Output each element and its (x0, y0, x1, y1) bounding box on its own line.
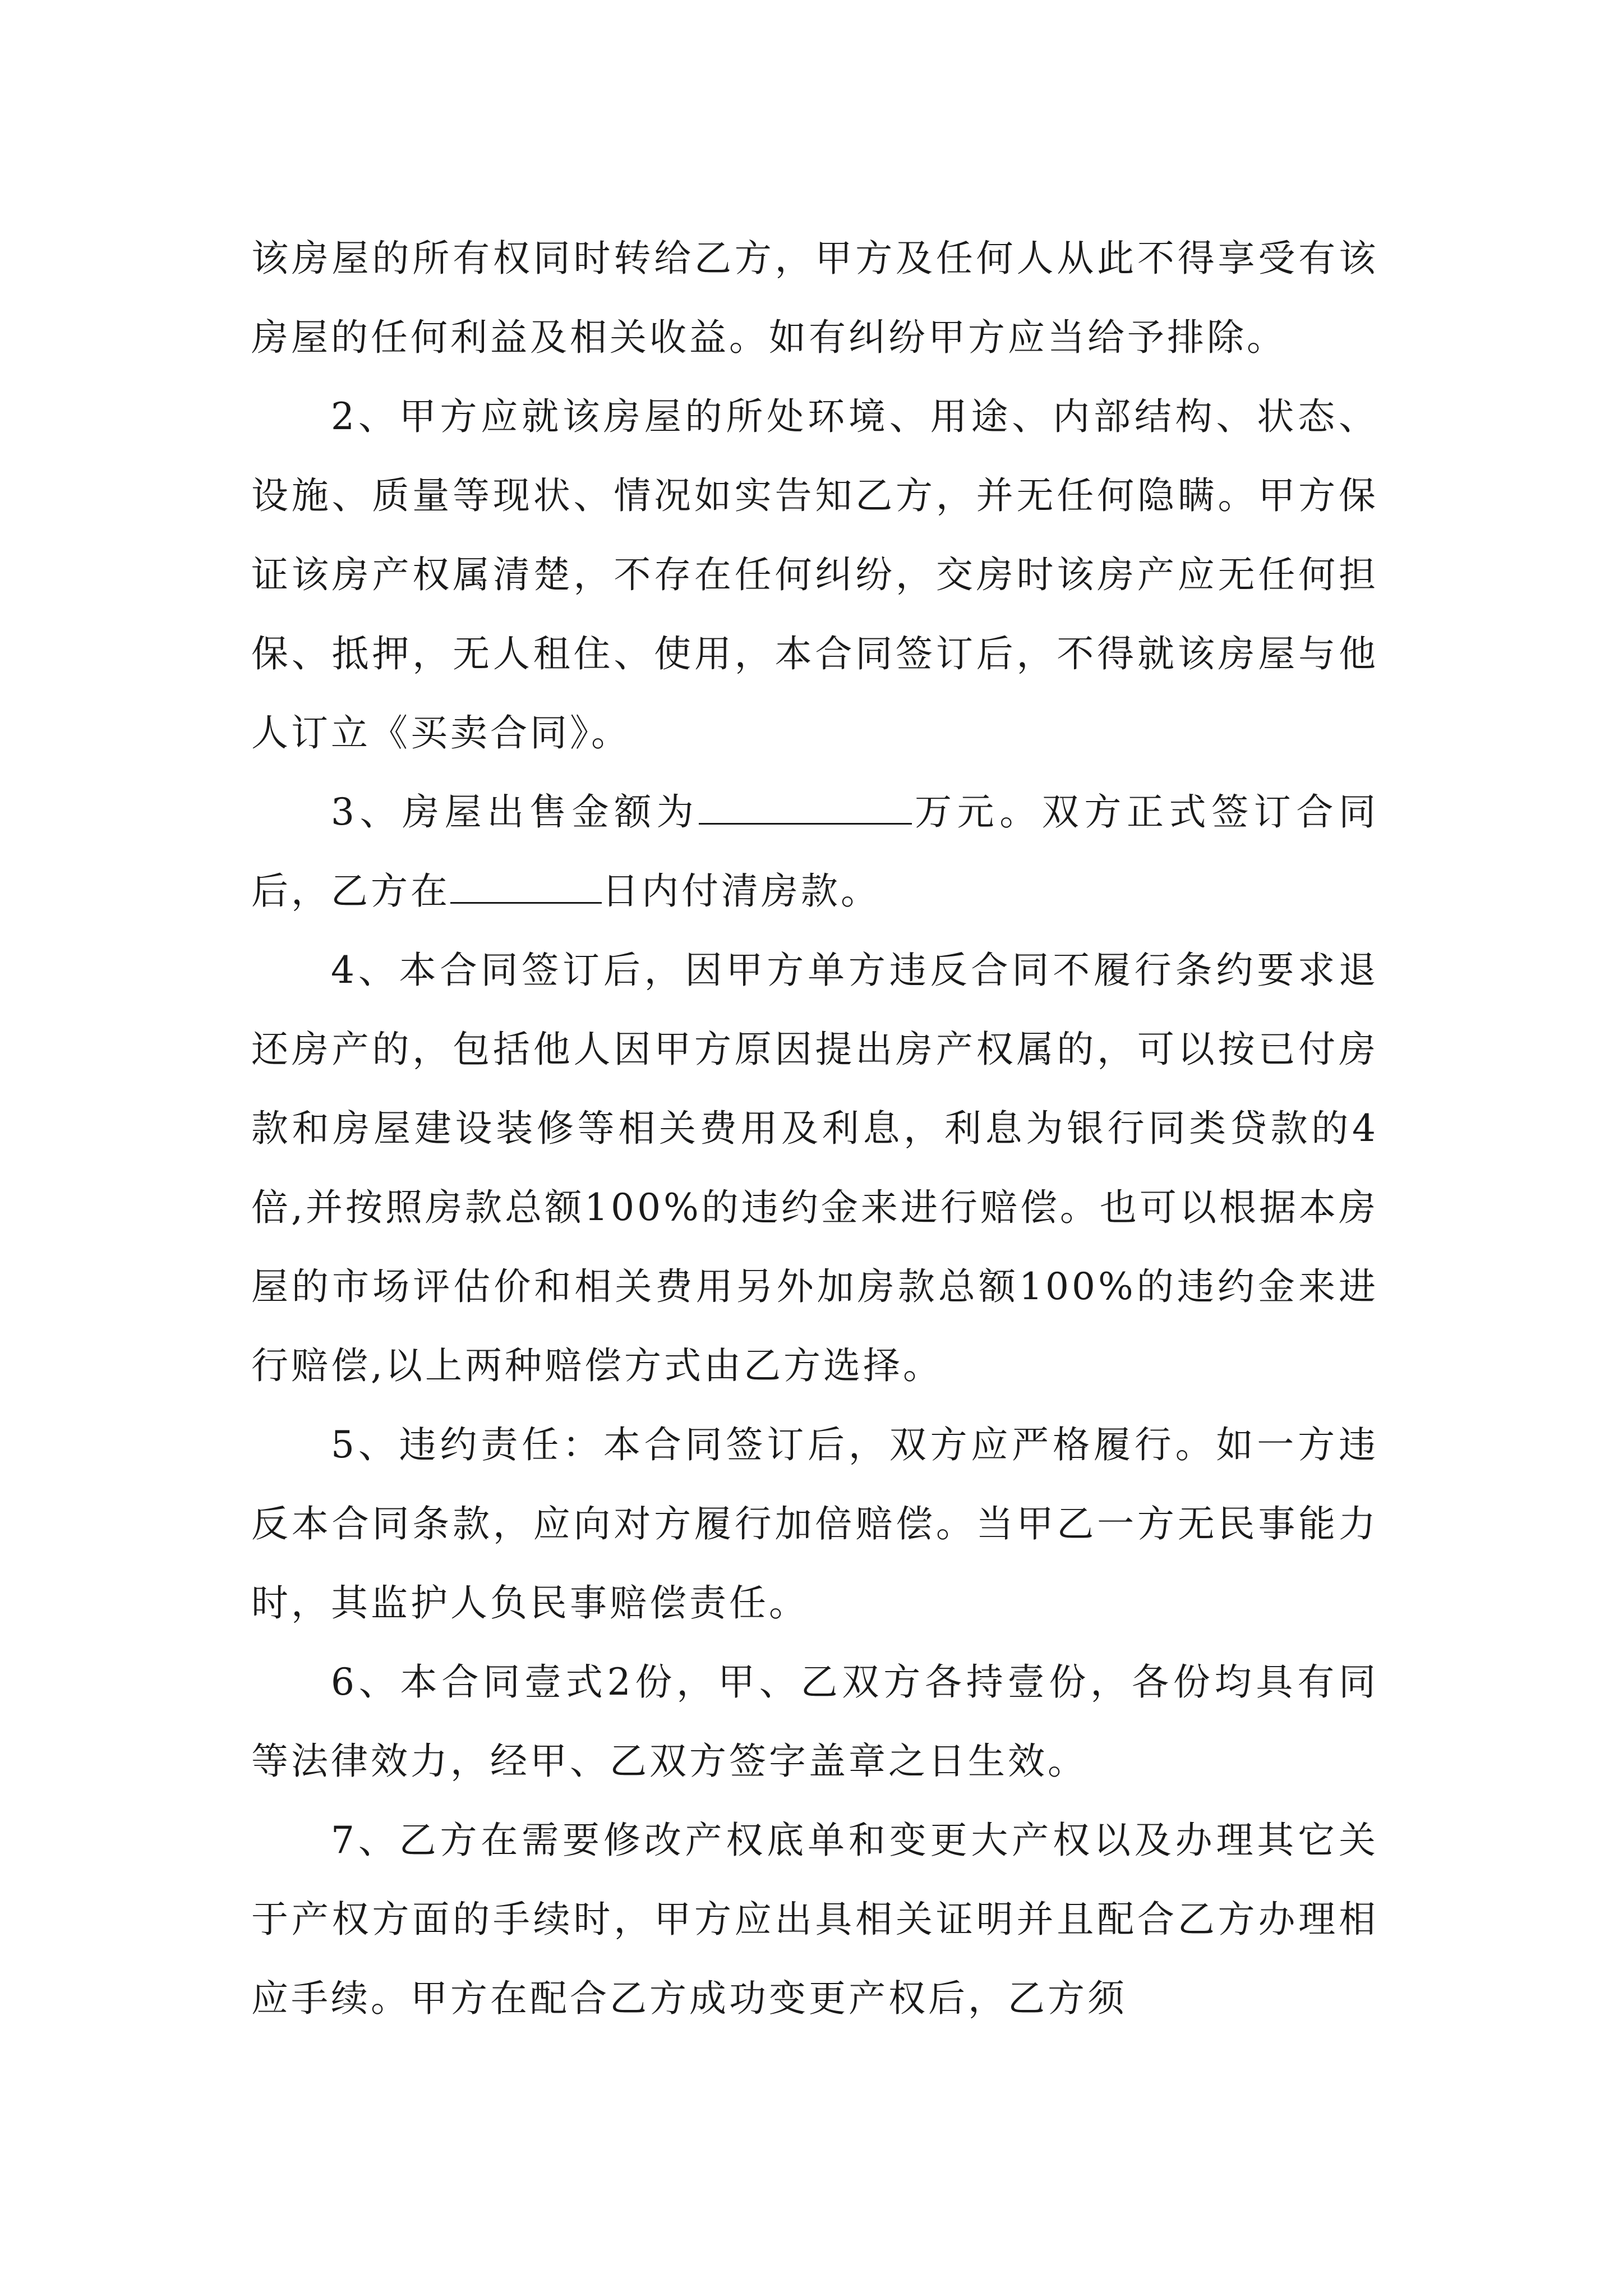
paragraph-clause-7: 7、乙方在需要修改产权底单和变更大产权以及办理其它关于产权方面的手续时，甲方应出具相关证明并且配合乙方办理相应手续。甲方在配合乙方成功变更产权后，乙方须 (251, 1819, 1378, 2020)
price-amount-blank (699, 788, 912, 825)
clause-3-text-part1: 3、房屋出售金额为 (331, 790, 699, 834)
paragraph-clause-4: 4、本合同签订后，因甲方单方违反合同不履行条约要求退还房产的，包括他人因甲方原因提出房产权属的，可以按已付房款和房屋建设装修等相关费用及利息，利息为银行同类贷款的4倍,并按照房款总额100%的违约金来进行赔偿。也可以根据本房屋的市场评估价和相关费用另外加房款总额100%的违约金来进行赔偿,以上两种赔偿方式由乙方选择。 (251, 949, 1378, 1387)
paragraph-clause-5: 5、违约责任：本合同签订后，双方应严格履行。如一方违反本合同条款，应向对方履行加倍赔偿。当甲乙一方无民事能力时，其监护人负民事赔偿责任。 (251, 1423, 1378, 1625)
contract-body (251, 219, 1378, 2038)
paragraph-clause-2: 2、甲方应就该房屋的所处环境、用途、内部结构、状态、设施、质量等现状、情况如实告知乙方，并无任何隐瞒。甲方保证该房产权属清楚，不存在任何纠纷，交房时该房产应无任何担保、抵押，无人租住、使用，本合同签订后，不得就该房屋与他人订立《买卖合同》。 (251, 395, 1378, 754)
clause-3-text-part2: 万元。双方正式签订合同后，乙方在 (251, 790, 1379, 913)
clause-3-text-part3: 日内付清房款。 (602, 869, 880, 913)
paragraph-clause-3 (251, 772, 1378, 931)
paragraph-clause-6: 6、本合同壹式2份，甲、乙双方各持壹份，各份均具有同等法律效力，经甲、乙双方签字盖章之日生效。 (251, 1660, 1378, 1783)
paragraph-continuation: 该房屋的所有权同时转给乙方，甲方及任何人从此不得享受有该房屋的任何利益及相关收益。如有纠纷甲方应当给予排除。 (251, 237, 1378, 359)
payment-days-blank (450, 867, 602, 904)
